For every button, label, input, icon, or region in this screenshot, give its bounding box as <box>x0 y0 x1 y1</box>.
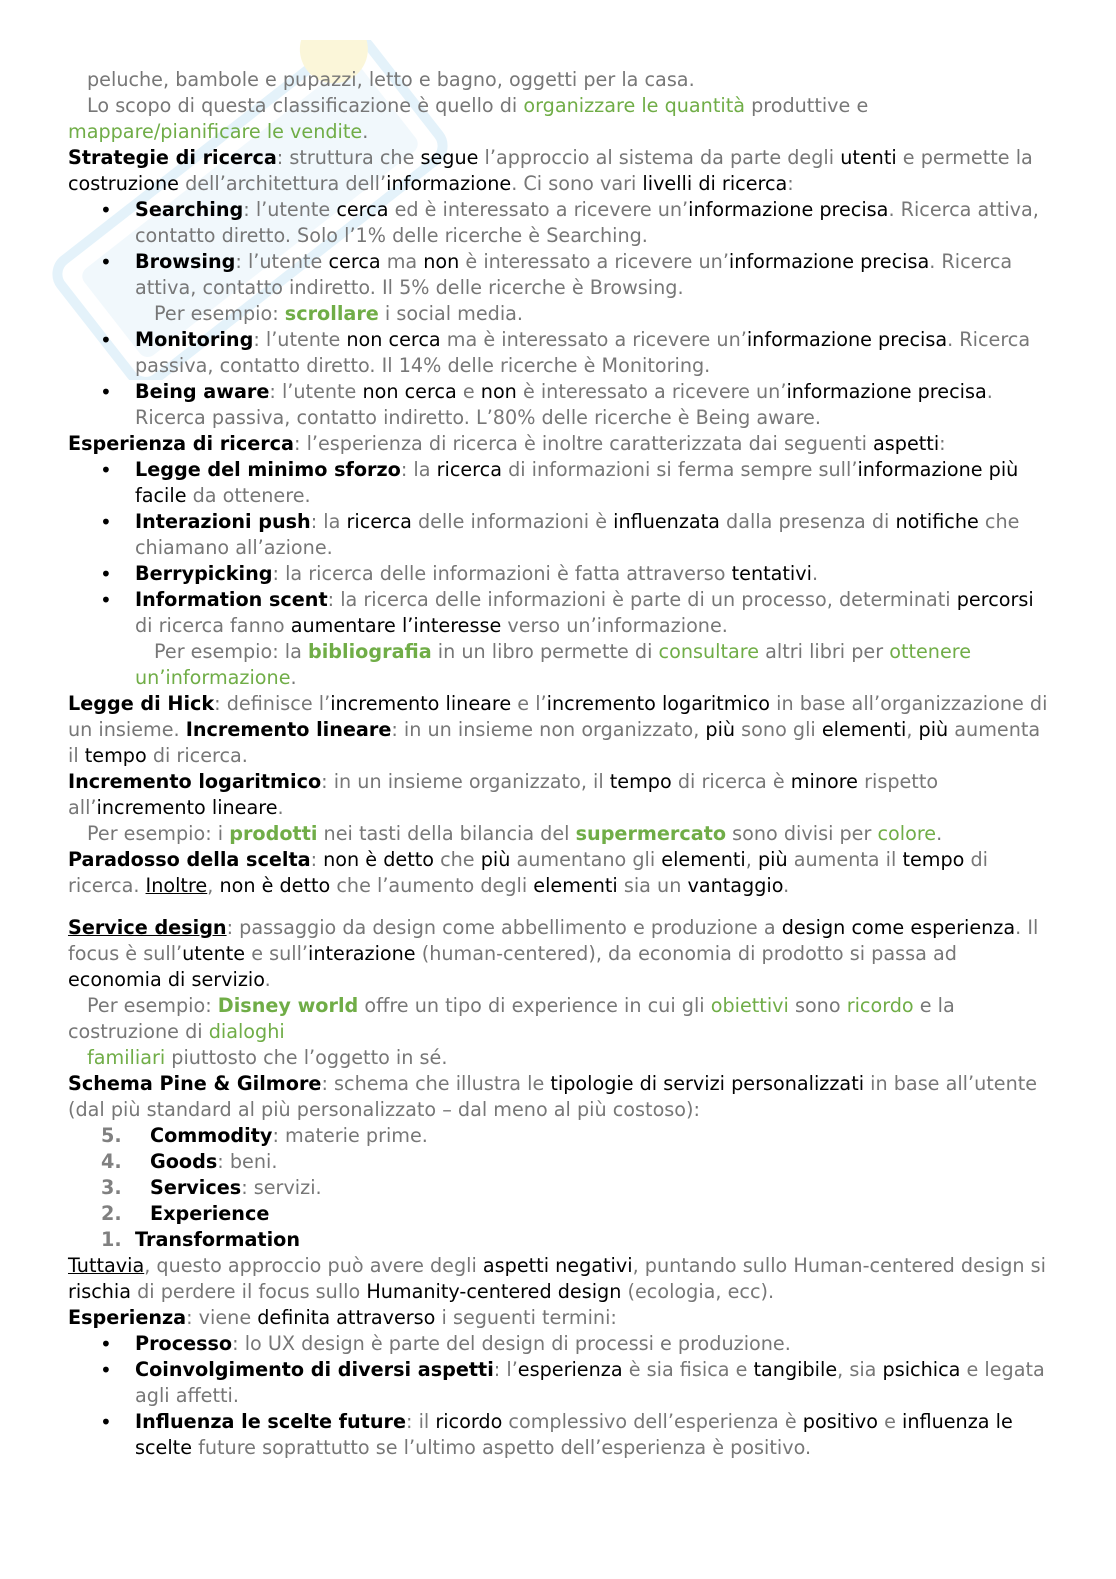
esperienza-ricerca-paragraph: Esperienza di ricerca: l’esperienza di ricerca è inoltre caratterizzata dai seguenti aspetti: <box>68 432 946 455</box>
list-item: • Searching: l’utente cerca ed è interessato a ricevere un’informazione precisa. Ricerca attiva, contatto diretto. Solo l’1% delle ricerche è Searching. <box>68 197 1048 249</box>
list-item: • Interazioni push: la ricerca delle informazioni è influenzata dalla presenza di notifiche che chiamano all’azione. <box>68 509 1048 561</box>
document-page <box>68 67 1048 1461</box>
list-item: 3. Services: servizi. <box>101 1176 322 1199</box>
browsing-example: Per esempio: scrollare i social media. <box>154 302 524 325</box>
log-example: Per esempio: i prodotti nei tasti della bilancia del supermercato sono divisi per colore. <box>87 822 943 845</box>
search-levels-list <box>68 197 1048 301</box>
list-item: 2. Experience <box>101 1202 270 1225</box>
paradosso-paragraph: Paradosso della scelta: non è detto che più aumentano gli elementi, più aumenta il tempo di ricerca. Inoltre, non è detto che l’aumento degli elementi sia un vantaggio. <box>68 848 989 897</box>
esperienza-paragraph: Esperienza: viene definita attraverso i seguenti termini: <box>68 1306 617 1329</box>
list-item: • Processo: lo UX design è parte del design di processi e produzione. <box>68 1331 1048 1357</box>
strategie-paragraph: Strategie di ricerca: struttura che segue l’approccio al sistema da parte degli utenti e permette la costruzione dell’architettura dell’informazione. Ci sono vari livelli di ricerca: <box>68 146 1033 195</box>
intro-line-3: mappare/pianificare le vendite. <box>68 120 369 143</box>
list-item: • Being aware: l’utente non cerca e non è interessato a ricevere un’informazione precisa. Ricerca passiva, contatto indiretto. L’80% delle ricerche è Being aware. <box>68 379 1048 431</box>
list-item: • Browsing: l’utente cerca ma non è interessato a ricevere un’informazione precisa. Ricerca attiva, contatto indiretto. Il 5% delle ricerche è Browsing. <box>68 249 1048 301</box>
terms-list <box>68 1331 1048 1461</box>
disney-example: Per esempio: Disney world offre un tipo di experience in cui gli obiettivi sono ricordo e la costruzione di dialoghi <box>68 994 955 1043</box>
service-design-paragraph: Service design: passaggio da design come abbellimento e produzione a design come esperienza. Il focus è sull’utente e sull’interazione (human-centered), da economia di prodotto si passa ad economia di servizio. <box>68 916 1039 991</box>
list-item: • Legge del minimo sforzo: la ricerca di informazioni si ferma sempre sull’informazione più facile da ottenere. <box>68 457 1048 509</box>
tuttavia-paragraph: Tuttavia, questo approccio può avere degli aspetti negativi, puntando sullo Human-centered design si rischia di perdere il focus sullo Humanity-centered design (ecologia, ecc). <box>68 1254 1046 1303</box>
pine-list <box>68 1123 1048 1253</box>
aspects-list <box>68 457 1048 639</box>
list-item: • Monitoring: l’utente non cerca ma è interessato a ricevere un’informazione precisa. Ricerca passiva, contatto diretto. Il 14% delle ricerche è Monitoring. <box>68 327 1048 379</box>
scent-example: Per esempio: la bibliografia in un libro permette di consultare altri libri per ottenere un’informazione. <box>135 640 972 689</box>
list-item: • Information scent: la ricerca delle informazioni è parte di un processo, determinati percorsi di ricerca fanno aumentare l’interesse verso un’informazione. <box>68 587 1048 639</box>
list-item: 4. Goods: beni. <box>101 1150 278 1173</box>
pine-paragraph: Schema Pine & Gilmore: schema che illustra le tipologie di servizi personalizzati in base all’utente (dal più standard al più personalizzato – dal meno al più costoso): <box>68 1072 1038 1121</box>
search-levels-list-cont <box>68 327 1048 431</box>
hick-paragraph: Legge di Hick: definisce l’incremento lineare e l’incremento logaritmico in base all’organizzazione di un insieme. Incremento lineare: in un insieme non organizzato, più sono gli elementi, più aumenta il tempo di ricerca. <box>68 692 1048 767</box>
list-item: • Coinvolgimento di diversi aspetti: l’esperienza è sia fisica e tangibile, sia psichica e legata agli affetti. <box>68 1357 1048 1409</box>
intro-line-1: peluche, bambole e pupazzi, letto e bagno, oggetti per la casa. <box>87 68 695 91</box>
intro-line-2: Lo scopo di questa classificazione è quello di organizzare le quantità produttive e <box>87 94 869 117</box>
disney-example-cont: familiari piuttosto che l’oggetto in sé. <box>87 1046 448 1069</box>
logaritmico-paragraph: Incremento logaritmico: in un insieme organizzato, il tempo di ricerca è minore rispetto all’incremento lineare. <box>68 770 939 819</box>
list-item: 1. Transformation <box>101 1228 300 1251</box>
list-item: 5. Commodity: materie prime. <box>101 1124 428 1147</box>
list-item: • Influenza le scelte future: il ricordo complessivo dell’esperienza è positivo e influenza le scelte future soprattutto se l’ultimo aspetto dell’esperienza è positivo. <box>68 1409 1048 1461</box>
list-item: • Berrypicking: la ricerca delle informazioni è fatta attraverso tentativi. <box>68 561 1048 587</box>
